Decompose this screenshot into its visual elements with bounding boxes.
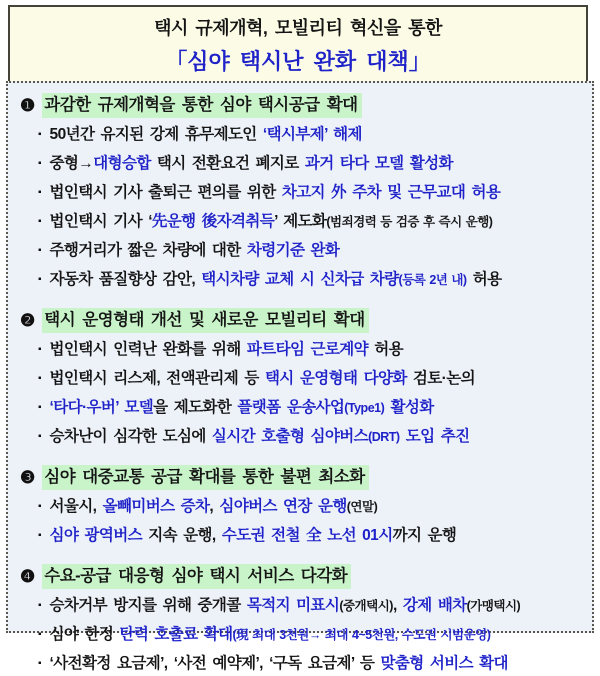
text-segment: 법인택시 인력난 완화를 위해 — [49, 341, 247, 358]
text-segment: (범죄경력 등 검증 후 즉시 운행) — [326, 215, 493, 229]
text-segment: (등록 2년 내) — [398, 273, 467, 287]
bullet-item — [20, 596, 586, 618]
section-number-icon: ❷ — [20, 310, 36, 330]
text-segment: 승차난이 심각한 도심에 — [49, 428, 212, 445]
bullet-text — [50, 625, 491, 645]
section-heading-text: 수요-공급 대응형 심야 택시 서비스 다각화 — [42, 564, 351, 589]
text-segment: 법인택시 기사 출퇴근 편의를 위한 — [49, 184, 282, 201]
text-segment: (現 최대 3천원→ 최대 4~5천원, 수도권 시범운영) — [232, 628, 491, 642]
bullet-item — [20, 398, 586, 420]
bullet-item — [20, 212, 586, 234]
text-segment: 플랫폼 운송사업 — [237, 399, 345, 416]
bullet-text — [50, 427, 470, 447]
text-segment: 심야버스 연장 운행 — [219, 498, 347, 515]
bullet-text — [50, 340, 403, 360]
bullet-item — [20, 654, 586, 676]
text-segment: 파트타임 근로계약 — [246, 341, 369, 358]
text-segment: 先운행 後자격취득 — [151, 213, 275, 230]
text-segment: 활성화 — [384, 399, 434, 416]
bullet-text — [50, 270, 502, 290]
section-number-icon: ❸ — [20, 467, 36, 487]
bullet-text — [50, 241, 340, 261]
section-number-icon: ❹ — [20, 566, 36, 586]
text-segment: 서울시, — [49, 498, 103, 515]
section-heading-text: 택시 운영형태 개선 및 새로운 모빌리티 확대 — [42, 308, 368, 333]
text-segment: (가맹택시) — [466, 599, 521, 613]
title-line-2: 「심야 택시난 완화 대책」 — [165, 49, 431, 74]
bullet-square-icon: ▪ — [38, 402, 42, 413]
text-segment: 목적지 미표시 — [246, 597, 340, 614]
bullet-text — [50, 526, 457, 546]
bullet-square-icon: ▪ — [38, 245, 42, 256]
text-segment: 심야 광역버스 — [49, 527, 142, 544]
text-segment: , — [209, 498, 220, 515]
bullet-square-icon: ▪ — [38, 274, 42, 285]
text-segment: 맞춤형 서비스 확대 — [380, 655, 508, 672]
text-segment: 까지 운행 — [392, 527, 457, 544]
bullet-square-icon: ▪ — [38, 431, 42, 442]
bullet-text — [50, 596, 521, 616]
bullet-item — [20, 497, 586, 519]
bullet-square-icon: ▪ — [38, 158, 42, 169]
bullet-item — [20, 625, 586, 647]
bullet-square-icon: ▪ — [38, 129, 42, 140]
text-segment: 법인택시 리스제, 전액관리제 등 — [49, 370, 265, 387]
text-segment: (Type1) — [344, 401, 385, 415]
bullet-text — [50, 125, 362, 145]
bullet-item — [20, 369, 586, 391]
text-segment: (연말) — [346, 500, 378, 514]
text-segment: 택시 운영형태 다양화 — [264, 370, 407, 387]
text-segment: (중개택시) — [339, 599, 393, 613]
text-segment: (DRT) — [368, 430, 400, 444]
bullet-square-icon: ▪ — [38, 658, 42, 669]
text-segment: 도입 추진 — [399, 428, 470, 445]
bullet-text — [50, 212, 493, 232]
text-segment: 차령기준 완화 — [246, 242, 340, 259]
text-segment: 차고지 外 주차 및 근무교대 허용 — [281, 184, 501, 201]
text-segment: 검토·논의 — [406, 370, 475, 387]
bullet-square-icon: ▪ — [38, 600, 42, 611]
text-segment: ’ 제도화 — [274, 213, 327, 230]
bullet-item — [20, 241, 586, 263]
text-segment: ‘사전확정 요금제’, ‘사전 예약제’, ‘구독 요금제’ 등 — [49, 655, 381, 672]
text-segment: 택시차량 교체 시 신차급 차량 — [201, 271, 399, 288]
title-box — [8, 5, 588, 87]
text-segment: 수도권 전철 全 노선 01시 — [221, 527, 393, 544]
text-segment: 50년간 유지된 강제 휴무제도인 — [49, 126, 263, 143]
text-segment: ‘택시부제’ 해제 — [262, 126, 362, 143]
bullet-item — [20, 183, 586, 205]
text-segment: 을 제도화한 — [153, 399, 238, 416]
bullet-text — [50, 654, 508, 674]
text-segment: , — [392, 597, 403, 614]
text-segment: 탄력 호출료 확대 — [119, 626, 233, 643]
bullet-text — [50, 497, 378, 517]
bullet-text — [50, 369, 475, 389]
bullet-item — [20, 340, 586, 362]
bullet-text — [50, 154, 453, 174]
bullet-square-icon: ▪ — [38, 373, 42, 384]
bullet-square-icon: ▪ — [38, 530, 42, 541]
text-segment: 주행거리가 짧은 차량에 대한 — [49, 242, 247, 259]
bullet-item — [20, 427, 586, 449]
text-segment: 올빼미버스 증차 — [102, 498, 210, 515]
section-heading-text: 심야 대중교통 공급 확대를 통한 불편 최소화 — [42, 465, 368, 490]
bullet-item — [20, 270, 586, 292]
bullet-square-icon: ▪ — [38, 344, 42, 355]
section-number-icon: ❶ — [20, 95, 36, 115]
bullet-text — [50, 183, 501, 203]
text-segment: 대형승합 — [93, 155, 151, 172]
section-3-heading — [20, 465, 586, 490]
text-segment: 실시간 호출형 심야버스 — [211, 428, 369, 445]
bullet-square-icon: ▪ — [38, 629, 42, 640]
bullet-text — [50, 398, 434, 418]
text-segment: 법인택시 기사 ‘ — [49, 213, 152, 230]
text-segment: 승차거부 방지를 위해 중개콜 — [49, 597, 247, 614]
text-segment: 과거 타다 모델 활성화 — [304, 155, 453, 172]
bullet-item — [20, 125, 586, 147]
bullet-square-icon: ▪ — [38, 187, 42, 198]
text-segment: 중형→ — [49, 155, 94, 172]
section-2-heading — [20, 308, 586, 333]
text-segment: ‘타다·우버’ 모델 — [49, 399, 154, 416]
text-segment: 허용 — [466, 271, 502, 288]
section-heading-text: 과감한 규제개혁을 통한 심야 택시공급 확대 — [42, 93, 361, 118]
section-4-heading — [20, 564, 586, 589]
section-1-heading — [20, 93, 586, 118]
title-line-1: 택시 규제개혁, 모빌리티 혁신을 통한 — [154, 18, 442, 38]
text-segment: 택시 전환요건 폐지로 — [150, 155, 305, 172]
bullet-square-icon: ▪ — [38, 501, 42, 512]
text-segment: 강제 배차 — [402, 597, 467, 614]
bullet-square-icon: ▪ — [38, 216, 42, 227]
text-segment: 심야 한정 — [49, 626, 120, 643]
text-segment: 허용 — [368, 341, 404, 358]
bullet-item — [20, 526, 586, 548]
bullet-item — [20, 154, 586, 176]
text-segment: 지속 운행, — [142, 527, 222, 544]
text-segment: 자동차 품질향상 감안, — [49, 271, 202, 288]
measures-panel — [6, 81, 594, 672]
